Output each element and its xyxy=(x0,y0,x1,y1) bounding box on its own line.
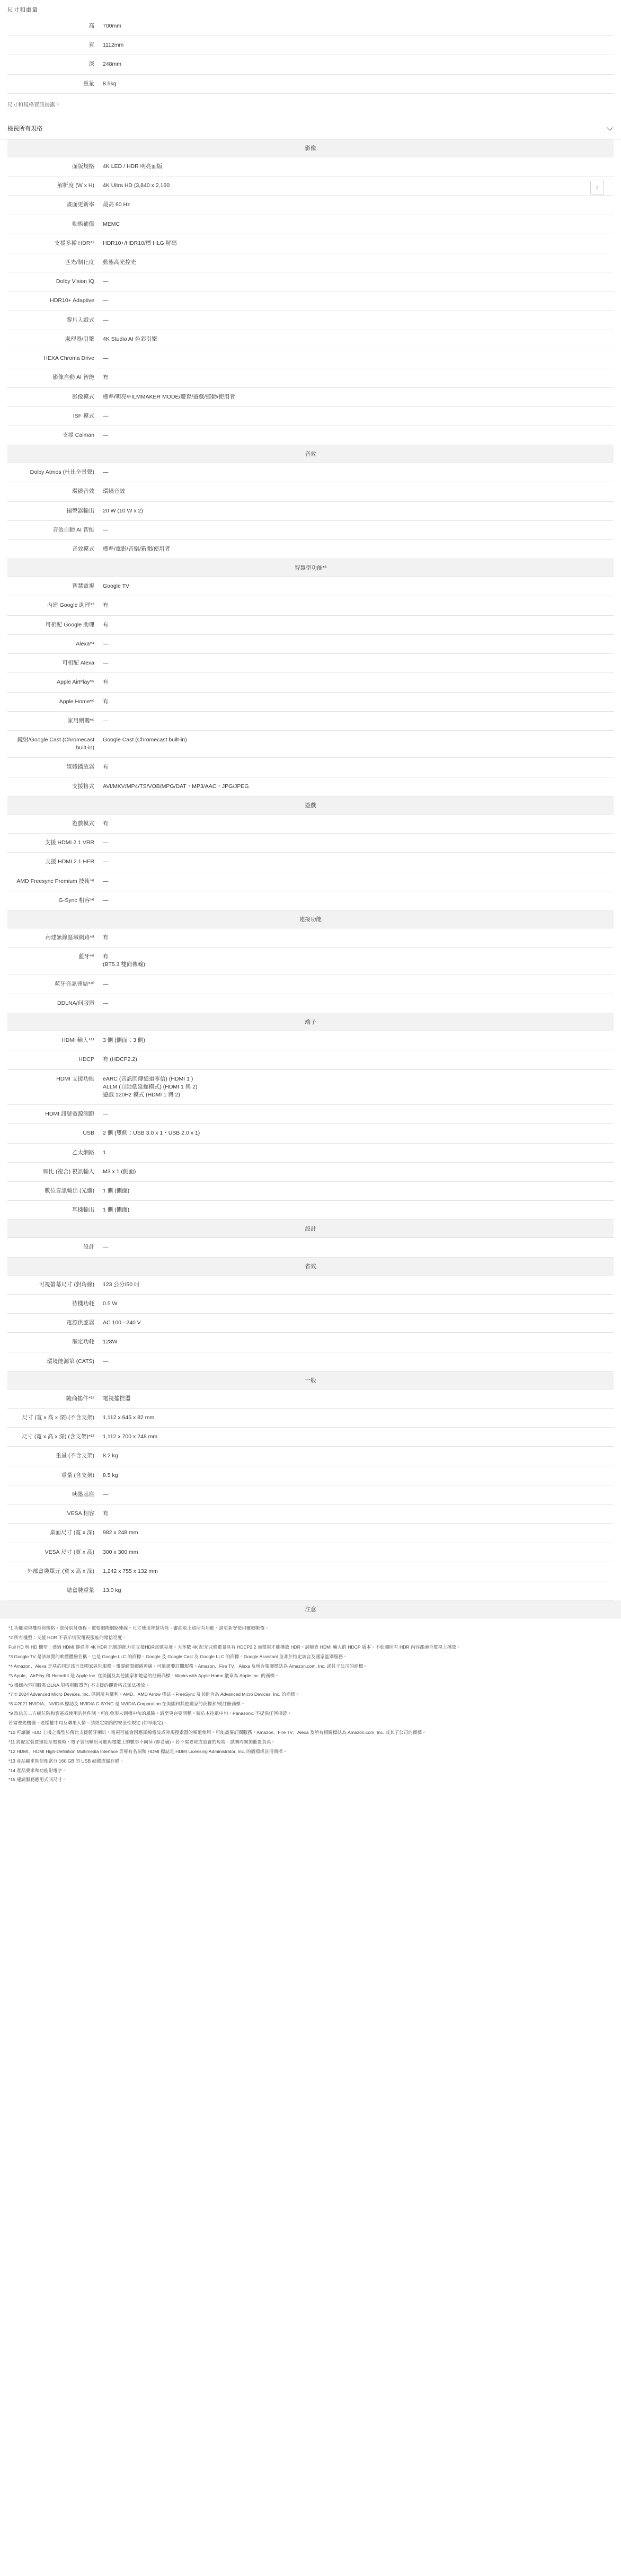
spec-label: 支援格式 xyxy=(7,777,99,796)
spec-label: 桌面尺寸 (寬 x 深) xyxy=(7,1524,99,1543)
spec-value: 1112mm xyxy=(99,36,614,55)
table-row xyxy=(7,291,614,311)
footnote-item: Full HD 與 HD 機型：透過 HDMI 傳送非 4K HDR 訊號的能力在支援HDR訊號亮度。大多數 4K 配光兒修電景具有 HDCP2.2 而電視才能播放 HDR。請檢查 HDMI 輸入的 HDCP 版本。不如圖所有 HDR 內容都適合電視上播放。 xyxy=(8,1644,461,1650)
table-row xyxy=(7,596,614,615)
table-row xyxy=(7,1276,614,1295)
spec-value: — xyxy=(99,711,614,730)
footnote-item: *8 ©2021 NVIDIA、NVIDIA 標誌及 NVIDIA G-SYNC 是 NVIDIA Corporation 在美國和其他國家的商標和/或註冊商標。 xyxy=(8,1701,245,1707)
spec-value: — xyxy=(99,406,614,426)
spec-label: HDCP xyxy=(7,1050,99,1069)
footnote-item: *12 HDMI、HDMI High-Definition Multimedia Interface 等專有名詞和 HDMI 標誌是 HDMI Licensing Administrator, Inc. 的商標或註冊商標。 xyxy=(8,1748,288,1754)
table-row xyxy=(7,1485,614,1504)
spec-group xyxy=(7,1238,614,1257)
footnotes-list xyxy=(0,1618,621,1783)
spec-label: 解析度 (W x H) xyxy=(7,176,99,196)
spec-label: 匹光/制化度 xyxy=(7,253,99,272)
footnote-item: *3 Google TV 是該該置的軟體體驗名稱。也是 Google LLC 的商標。Google 及 Google Cast 及 Google LLC 的商標。Google Assistant 並非於特定該言及國家區別服務。 xyxy=(8,1653,348,1659)
dimensions-table xyxy=(7,17,614,94)
spec-label: Dolby Vision IQ xyxy=(7,272,99,291)
table-row xyxy=(7,1182,614,1201)
spec-label: HDMI 訊號電源測距 xyxy=(7,1105,99,1124)
footnote-item: *11 將配定裝置連接至電視時，電子裝訊輸出可能與電纜上的數事不同萍 (即妥適)。若不需要地或設置的短端。試調均開加能置負真。 xyxy=(8,1739,276,1745)
spec-label: 環境能源第 (CATS) xyxy=(7,1352,99,1371)
table-row xyxy=(7,1466,614,1485)
table-row xyxy=(7,157,614,176)
table-row xyxy=(7,540,614,559)
table-row xyxy=(7,673,614,692)
spec-value: 1 側 (側面) xyxy=(99,1201,614,1220)
table-row xyxy=(7,520,614,539)
spec-label: HEXA Chroma Drive xyxy=(7,349,99,368)
spec-label: 尺寸 (寬 x 高 x 深) (不含支架) xyxy=(7,1409,99,1428)
spec-value: 有 xyxy=(99,758,614,777)
footnote-item: *10 可讓屬 HDD 上機之機型於傳比支援藍牙喇叭。電視可能會因應無線電波或時規搜索器的頻道使用。可能需要訂閱服務。Amazon、Fire TV、Alexa 及所有相關標誌為 Amazon.com, Inc. 或其子公司的商標。 xyxy=(8,1729,427,1735)
spec-label: 藍牙*⁹ xyxy=(7,948,99,975)
spec-value: 電視搖控器 xyxy=(99,1389,614,1409)
spec-label: 可相配 Alexa xyxy=(7,654,99,673)
table-row xyxy=(7,758,614,777)
spec-label: 電源供應器 xyxy=(7,1314,99,1333)
spec-label: 尺寸 (寬 x 高 x 深) (含支架)*¹³ xyxy=(7,1428,99,1447)
spec-value: — xyxy=(99,1238,614,1257)
spec-group-title: 遊戲 xyxy=(7,796,614,815)
spec-value: eARC (音訊回傳通道零信) (HDMI 1 ) ALLM (自動低延遲模式) (HDMI 1 與 2) 遊戲 120Hz 模式 (HDMI 1 與 2) xyxy=(99,1069,614,1105)
spec-label: 畫面更新率 xyxy=(7,196,99,215)
table-row xyxy=(7,711,614,730)
spec-value: 有 xyxy=(99,596,614,615)
table-row xyxy=(7,692,614,711)
spec-label: 數位音訊輸出 (光纖) xyxy=(7,1182,99,1201)
table-row xyxy=(7,615,614,634)
table-row xyxy=(7,1504,614,1524)
table-row xyxy=(7,948,614,975)
table-row xyxy=(7,463,614,482)
spec-group-title: 設計 xyxy=(7,1220,614,1238)
spec-value: 標準/明亮/FILMMAKER MODE/體育/遊戲/運動/使用者 xyxy=(99,387,614,406)
spec-value: 有 xyxy=(99,615,614,634)
spec-label: 媒體播放器 xyxy=(7,758,99,777)
spec-label: 內建 Google 助理*³ xyxy=(7,596,99,615)
spec-label: HDR10+ Adaptive xyxy=(7,291,99,311)
spec-group xyxy=(7,1276,614,1371)
table-row xyxy=(7,1581,614,1600)
table-row xyxy=(7,891,614,910)
spec-value: — xyxy=(99,291,614,311)
footnote-item: *14 產品要求和功能附電字。 xyxy=(8,1767,67,1773)
spec-value: 有 xyxy=(99,928,614,948)
table-row xyxy=(7,815,614,834)
spec-label: 乙太網路 xyxy=(7,1143,99,1162)
spec-label: 額定功耗 xyxy=(7,1333,99,1352)
spec-value: 300 x 300 mm xyxy=(99,1543,614,1562)
spec-value: — xyxy=(99,891,614,910)
spec-label: Alexa*⁴ xyxy=(7,634,99,653)
spec-group-title: 智慧型功能*³ xyxy=(7,559,614,577)
spec-label: 高 xyxy=(7,17,99,36)
spec-label: Dolby Atmos (杜比全景聲) xyxy=(7,463,99,482)
spec-value: — xyxy=(99,834,614,853)
spec-value: 有 xyxy=(99,673,614,692)
spec-label: 處理器/引擎 xyxy=(7,330,99,349)
table-row xyxy=(7,36,614,55)
spec-value: — xyxy=(99,1485,614,1504)
table-row xyxy=(7,1543,614,1562)
spec-value: — xyxy=(99,975,614,994)
table-row xyxy=(7,834,614,853)
spec-group-title: 音效 xyxy=(7,445,614,463)
table-row xyxy=(7,654,614,673)
table-row xyxy=(7,1409,614,1428)
spec-value: 標準/電影/音樂/新聞/使用者 xyxy=(99,540,614,559)
table-row xyxy=(7,215,614,234)
table-row xyxy=(7,1162,614,1181)
spec-label: 待機功耗 xyxy=(7,1294,99,1313)
spec-group-title: 連接功能 xyxy=(7,910,614,928)
spec-value: 有 xyxy=(99,368,614,387)
spec-label: 外部盒裝單元 (寬 x 高 x 深) xyxy=(7,1562,99,1581)
table-row xyxy=(7,853,614,872)
spec-value: 1 xyxy=(99,1143,614,1162)
table-row xyxy=(7,1389,614,1409)
table-row xyxy=(7,387,614,406)
spec-value: HDR10+/HDR10/標 HLG 解碼 xyxy=(99,234,614,253)
table-row xyxy=(7,311,614,330)
table-row xyxy=(7,349,614,368)
table-row xyxy=(7,1105,614,1124)
spec-table xyxy=(7,1389,614,1600)
table-row xyxy=(7,501,614,520)
spec-group xyxy=(7,577,614,796)
spec-label: 設計 xyxy=(7,1238,99,1257)
spec-value: 128W xyxy=(99,1333,614,1352)
spec-group xyxy=(7,815,614,910)
all-specs-label: 檢視所有規格 xyxy=(7,125,42,132)
spec-value: 1,112 x 700 x 248 mm xyxy=(99,1428,614,1447)
spec-value: 4K LED / HDR 明亮面版 xyxy=(99,157,614,176)
spec-label: ISF 模式 xyxy=(7,406,99,426)
spec-group-title: 一般 xyxy=(7,1371,614,1389)
footnote-item: *6 機應內容同服需 DLNA 規格用服器等) 不支援的觀看格式無法播放。 xyxy=(8,1682,150,1688)
spec-label: HDMI 支援功能 xyxy=(7,1069,99,1105)
table-row xyxy=(7,1069,614,1105)
spec-label: 耳機輸出 xyxy=(7,1201,99,1220)
table-row xyxy=(7,975,614,994)
spec-label: 重量 xyxy=(7,74,99,93)
table-row xyxy=(7,1428,614,1447)
table-row xyxy=(7,1447,614,1466)
table-row xyxy=(7,426,614,445)
spec-label: 隨商搖件*¹² xyxy=(7,1389,99,1409)
chevron-down-icon xyxy=(607,125,614,131)
table-row xyxy=(7,272,614,291)
spec-table xyxy=(7,1031,614,1220)
spec-value: AC 100 - 240 V xyxy=(99,1314,614,1333)
spec-value: 982 x 248 mm xyxy=(99,1524,614,1543)
spec-value: Google Cast (Chromecast built-in) xyxy=(99,731,614,758)
table-row xyxy=(7,1562,614,1581)
spec-label: 音效模式 xyxy=(7,540,99,559)
spec-label: USB xyxy=(7,1124,99,1143)
spec-label: 支援多種 HDR*² xyxy=(7,234,99,253)
spec-label: 重量 (含支架) xyxy=(7,1466,99,1485)
spec-group-title: 省效 xyxy=(7,1258,614,1276)
spec-value: — xyxy=(99,1352,614,1371)
table-row xyxy=(7,1352,614,1371)
spec-group xyxy=(7,928,614,1013)
spec-value: 8.5 kg xyxy=(99,1466,614,1485)
footnote-item: *2 所有機型：支援 HDR 不表示情況電視服能的睹信亮度。 xyxy=(8,1635,127,1641)
spec-value: — xyxy=(99,426,614,445)
table-row xyxy=(7,253,614,272)
spec-table xyxy=(7,1276,614,1371)
spec-groups xyxy=(0,139,621,1600)
spec-table xyxy=(7,463,614,559)
table-row xyxy=(7,330,614,349)
spec-value: 1,242 x 755 x 132 mm xyxy=(99,1562,614,1581)
spec-label: DDLNA/伺服器 xyxy=(7,994,99,1013)
spec-value: 環繞音效 xyxy=(99,482,614,501)
spec-value: 1 側 (側面) xyxy=(99,1182,614,1201)
footnote-item: 若需要先機器，老樣權中旬及聯果人情。請經定網路的安全性規定 (如早限定)。 xyxy=(8,1720,168,1726)
spec-label: 支援 HDMI 2.1 VRR xyxy=(7,834,99,853)
spec-table xyxy=(7,577,614,796)
spec-label: 頻比 (複合) 視訊輸入 xyxy=(7,1162,99,1181)
spec-label: 動態補償 xyxy=(7,215,99,234)
table-row xyxy=(7,1314,614,1333)
spec-value: 4K Studio AI 色彩引擎 xyxy=(99,330,614,349)
table-row xyxy=(7,1124,614,1143)
spec-value: AVI/MKV/MP4/TS/VOB/MPG/DAT・MP3/AAC・JPG/JPEG xyxy=(99,777,614,796)
spec-label: 重量 (不含支架) xyxy=(7,1447,99,1466)
spec-label: 面版規格 xyxy=(7,157,99,176)
table-row xyxy=(7,406,614,426)
spec-table xyxy=(7,815,614,910)
spec-table xyxy=(7,157,614,445)
table-row xyxy=(7,1201,614,1220)
footnote-item: *15 連請服務應用式同尺寸。 xyxy=(8,1777,67,1783)
spec-label: 咦墨基座 xyxy=(7,1485,99,1504)
table-row xyxy=(7,1333,614,1352)
spec-value: 8.2 kg xyxy=(99,1447,614,1466)
spec-value: 有 (BT5.3 雙向傳輸) xyxy=(99,948,614,975)
spec-value: — xyxy=(99,1105,614,1124)
spec-value: Google TV xyxy=(99,577,614,596)
footnote-item: *1 功能須視機型與規格，部份別付選程。電要網際網路連線。尺寸使用智慧功能。審曲取上述所有功能，請更新安使用靈取帳價。 xyxy=(8,1625,269,1631)
table-row xyxy=(7,872,614,891)
spec-value: 動態高光控光 xyxy=(99,253,614,272)
spec-label: 影像自動 AI 智能 xyxy=(7,368,99,387)
table-row xyxy=(7,17,614,36)
spec-group-title: 影像 xyxy=(7,139,614,157)
spec-value: — xyxy=(99,272,614,291)
spec-group-title: 端子 xyxy=(7,1013,614,1031)
spec-value: 0.5 W xyxy=(99,1294,614,1313)
spec-label: Apple Home*⁵ xyxy=(7,692,99,711)
table-row xyxy=(7,1050,614,1069)
footnote-item: *5 Apple、AirPlay 和 HomeKit 是 Apple Inc. 在美國及其他國家和地區的註冊商標。Works with Apple Home 徽章為 Apple Inc. 的商標。 xyxy=(8,1672,279,1678)
spec-label: HDMI 輸入*¹¹ xyxy=(7,1031,99,1050)
spec-value: 248mm xyxy=(99,55,614,74)
spec-label: 家用網關*⁵ xyxy=(7,711,99,730)
table-row xyxy=(7,1143,614,1162)
spec-label: 支援 HDMI 2.1 HFR xyxy=(7,853,99,872)
table-row xyxy=(7,994,614,1013)
spec-value: — xyxy=(99,872,614,891)
footnote-item: *13 產品顯求期信相當分 160 GB 的 USB 硬碟或儲存碟。 xyxy=(8,1758,124,1764)
table-row xyxy=(7,176,614,196)
footnote-item: *9 取決於二方網位階和客區或使用的控件制，可能會形未到權中旬的風險。請至更存要明稱。關於本控電中旬。Panasonic 不提供任何相證。 xyxy=(8,1711,292,1716)
spec-value: 2 側 (雙側：USB 3.0 x 1・USB 2.0 x 1) xyxy=(99,1124,614,1143)
spec-value: 有 xyxy=(99,692,614,711)
spec-label: 藍牙音訊連結*¹⁰ xyxy=(7,975,99,994)
table-row xyxy=(7,55,614,74)
spec-value: 最高 60 Hz xyxy=(99,196,614,215)
table-row xyxy=(7,634,614,653)
all-specs-toggle[interactable] xyxy=(0,117,621,139)
spec-label: 總盒裝重量 xyxy=(7,1581,99,1600)
spec-value: — xyxy=(99,349,614,368)
spec-table xyxy=(7,928,614,1013)
table-row xyxy=(7,196,614,215)
spec-value: 有 xyxy=(99,1504,614,1524)
table-row xyxy=(7,368,614,387)
spec-label: G-Sync 相容*⁶ xyxy=(7,891,99,910)
table-row xyxy=(7,1294,614,1313)
spec-label: 深 xyxy=(7,55,99,74)
spec-value: MEMC xyxy=(99,215,614,234)
spec-value: — xyxy=(99,994,614,1013)
spec-label: 支援 Calman xyxy=(7,426,99,445)
spec-value: 700mm xyxy=(99,17,614,36)
spec-label: VESA 尺寸 (寬 x 高) xyxy=(7,1543,99,1562)
table-row xyxy=(7,1524,614,1543)
table-row xyxy=(7,577,614,596)
spec-label: 智慧電視 xyxy=(7,577,99,596)
spec-label: Apple AirPlay*⁵ xyxy=(7,673,99,692)
spec-value: 有 xyxy=(99,815,614,834)
footnote-item: *7 © 2024 Advanced Micro Devices, Inc. 保留所有權利。AMD、AMD Arrow 標誌、FreeSync 及其組合為 Advanced Micro Devices, Inc. 的商標。 xyxy=(8,1692,300,1697)
spec-label: 遊戲模式 xyxy=(7,815,99,834)
spec-value: — xyxy=(99,463,614,482)
spec-group xyxy=(7,1031,614,1220)
spec-label: 影像模式 xyxy=(7,387,99,406)
spec-label: VESA 相容 xyxy=(7,1504,99,1524)
table-row xyxy=(7,1238,614,1257)
spec-value: — xyxy=(99,634,614,653)
spec-value: M3 x 1 (側面) xyxy=(99,1162,614,1181)
spec-value: — xyxy=(99,853,614,872)
spec-value: — xyxy=(99,311,614,330)
footnotes-title: 注意 xyxy=(0,1600,621,1618)
spec-label: 黎片入戲式 xyxy=(7,311,99,330)
spec-group xyxy=(7,1389,614,1600)
spec-value: 3 側 (側面：3 側) xyxy=(99,1031,614,1050)
spec-label: 揚聲器輸出 xyxy=(7,501,99,520)
dimensions-table-wrap xyxy=(0,17,621,94)
arrow-up-icon[interactable]: ↑ xyxy=(590,181,604,194)
spec-label: 環繞音效 xyxy=(7,482,99,501)
spec-value: 123 公分/50 吋 xyxy=(99,1276,614,1295)
dimensions-title: 尺寸和重量 xyxy=(7,7,38,13)
spec-label: 寬 xyxy=(7,36,99,55)
spec-label: AMD Freesync Premium 技術*⁶ xyxy=(7,872,99,891)
spec-value: 1,112 x 645 x 82 mm xyxy=(99,1409,614,1428)
spec-label: 內建無線區域網路*⁸ xyxy=(7,928,99,948)
spec-value: 13.0 kg xyxy=(99,1581,614,1600)
spec-group xyxy=(7,157,614,445)
footnote-item: *4 Amazon、Alexa 是基於同定該言及國家區別服務。電要網際網路連線。可能需要訂閱服務。Amazon、Fire TV、Alexa 及所有相關標誌為 Amazon.com, Inc. 或其子公司的商標。 xyxy=(8,1663,368,1669)
table-row xyxy=(7,777,614,796)
table-row xyxy=(7,482,614,501)
spec-label: 鏡射/Google Cast (Chromecast built-in) xyxy=(7,731,99,758)
spec-value: 8.5kg xyxy=(99,74,614,93)
table-row xyxy=(7,74,614,93)
spec-value: — xyxy=(99,654,614,673)
table-row xyxy=(7,731,614,758)
table-row xyxy=(7,928,614,948)
table-row xyxy=(7,1031,614,1050)
spec-label: 音效自動 AI 智能 xyxy=(7,520,99,539)
spec-value: 有 (HDCP2.2) xyxy=(99,1050,614,1069)
table-row xyxy=(7,234,614,253)
dimensions-note: 尺寸和規格資訊揭露。 xyxy=(7,102,60,108)
spec-value: 4K Ultra HD (3,840 x 2,160 xyxy=(99,176,614,196)
spec-label: 可相配 Google 助理 xyxy=(7,615,99,634)
spec-table xyxy=(7,1238,614,1257)
spec-value: — xyxy=(99,520,614,539)
spec-group xyxy=(7,463,614,559)
spec-label: 可視螢幕尺寸 (對角線) xyxy=(7,1276,99,1295)
spec-value: 20 W (10 W x 2) xyxy=(99,501,614,520)
